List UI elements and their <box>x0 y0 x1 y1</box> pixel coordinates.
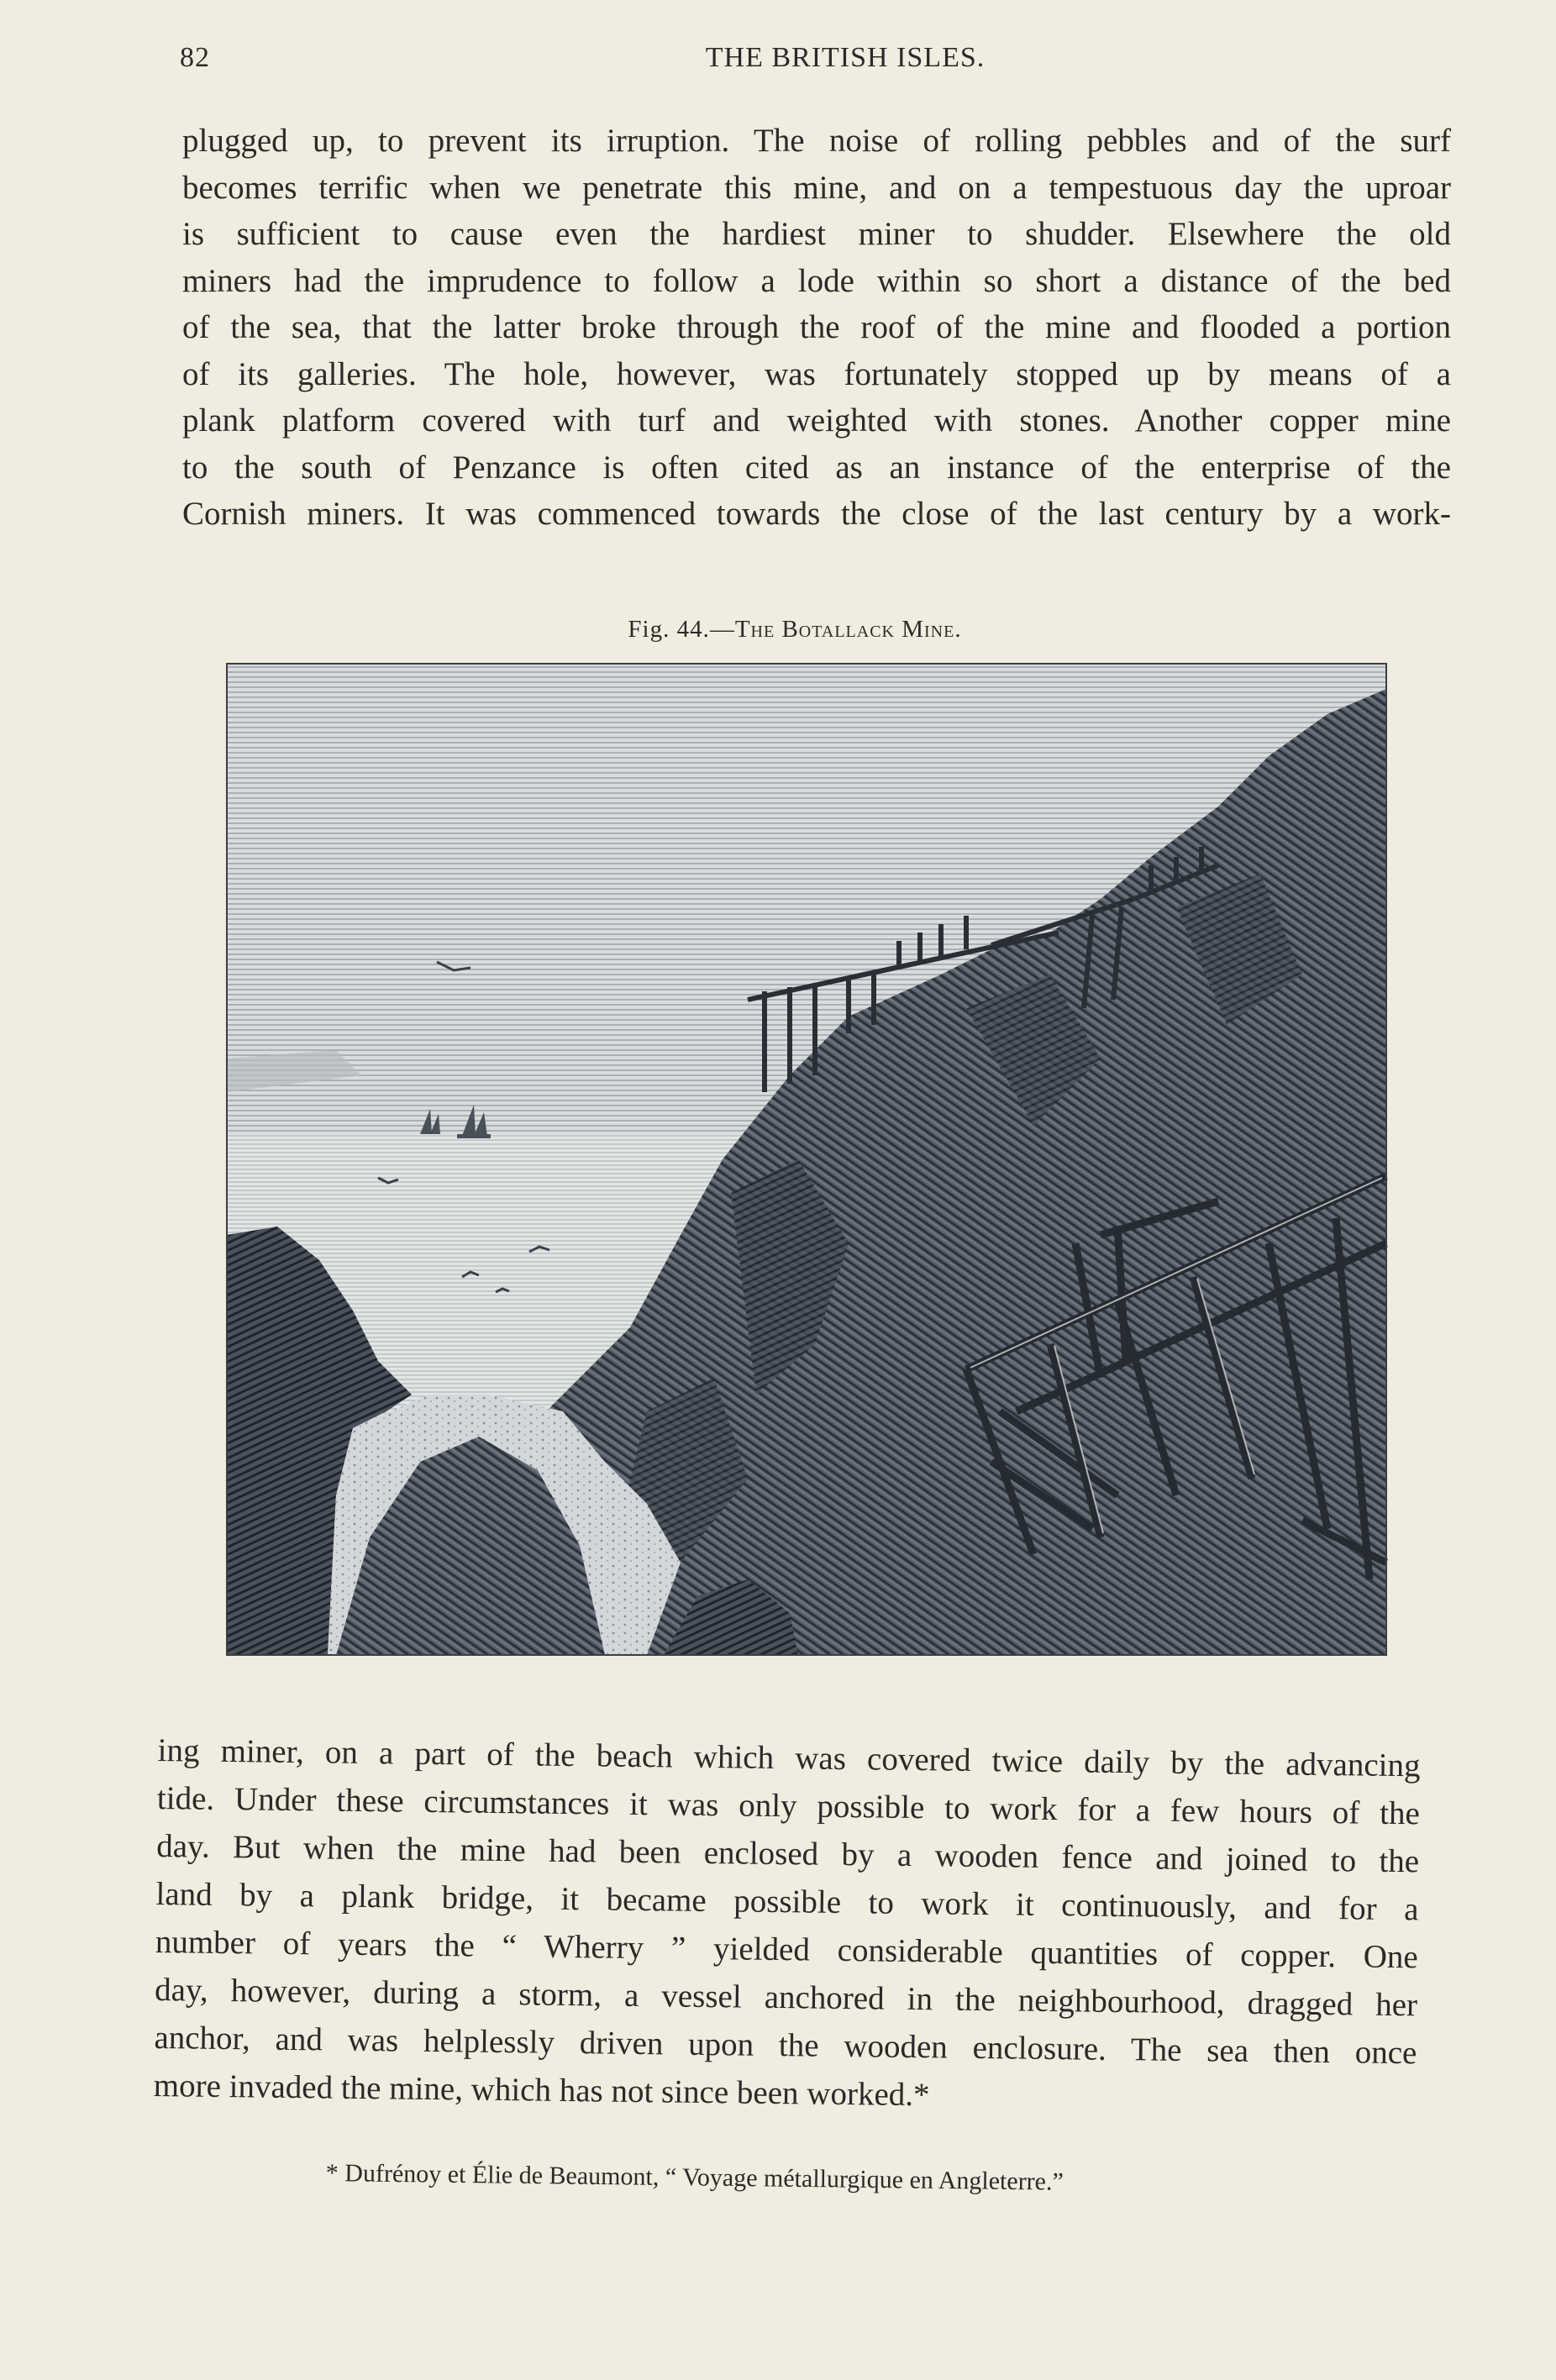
text-line: ing miner, on a part of the beach which was covered twice daily by the advancing <box>157 1731 1421 1784</box>
text-line: Cornish miners. It was commenced towards the close of the last century by a work- <box>182 496 1451 532</box>
text-line: plugged up, to prevent its irruption. The noise of rolling pebbles and of the surf <box>182 123 1451 159</box>
running-head <box>168 42 1447 84</box>
text-line: to the south of Penzance is often cited as an instance of the enterprise of the <box>182 449 1451 486</box>
body-text-top <box>182 118 1451 538</box>
text-line: is sufficient to cause even the hardiest miner to shudder. Elsewhere the old <box>182 216 1451 252</box>
text-line: day. But when the mine had been enclosed by a wooden fence and joined to the <box>155 1827 1420 1880</box>
text-line: more invaded the mine, which has not since been worked.* <box>153 2067 930 2114</box>
engraving-illustration <box>210 655 1403 1663</box>
running-title: THE BRITISH ISLES. <box>705 42 986 73</box>
text-line: land by a plank bridge, it became possible to work it continuously, and for a <box>155 1875 1419 1928</box>
text-line: of the sea, that the latter broke through the roof of the mine and flooded a portion <box>182 309 1451 345</box>
figure-caption <box>0 616 1556 644</box>
footnote: * Dufrénoy et Élie de Beaumont, “ Voyage métallurgique en Angleterre.” <box>325 2159 1064 2196</box>
text-line: miners had the imprudence to follow a lode within so short a distance of the bed <box>182 262 1451 299</box>
text-line: tide. Under these circumstances it was only possible to work for a few hours of the <box>156 1779 1421 1832</box>
text-line: anchor, and was helplessly driven upon the wooden enclosure. The sea then once <box>154 2019 1417 2072</box>
body-text-bottom <box>153 1726 1420 2125</box>
figure-caption-title: The Botallack Mine. <box>734 616 962 643</box>
text-line: day, however, during a storm, a vessel anchored in the neighbourhood, dragged her <box>154 1971 1418 2024</box>
text-line: becomes terrific when we penetrate this mine, and on a tempestuous day the uproar <box>182 169 1451 206</box>
engraving-botallack-mine <box>210 655 1403 1663</box>
figure-caption-number: Fig. 44.— <box>628 616 735 643</box>
text-line: of its galleries. The hole, however, was fortunately stopped up by means of a <box>182 355 1451 392</box>
page-number: 82 <box>180 42 210 73</box>
text-line: plank platform covered with turf and weighted with stones. Another copper mine <box>182 402 1451 439</box>
text-line: number of years the “ Wherry ” yielded considerable quantities of copper. One <box>155 1923 1419 1976</box>
